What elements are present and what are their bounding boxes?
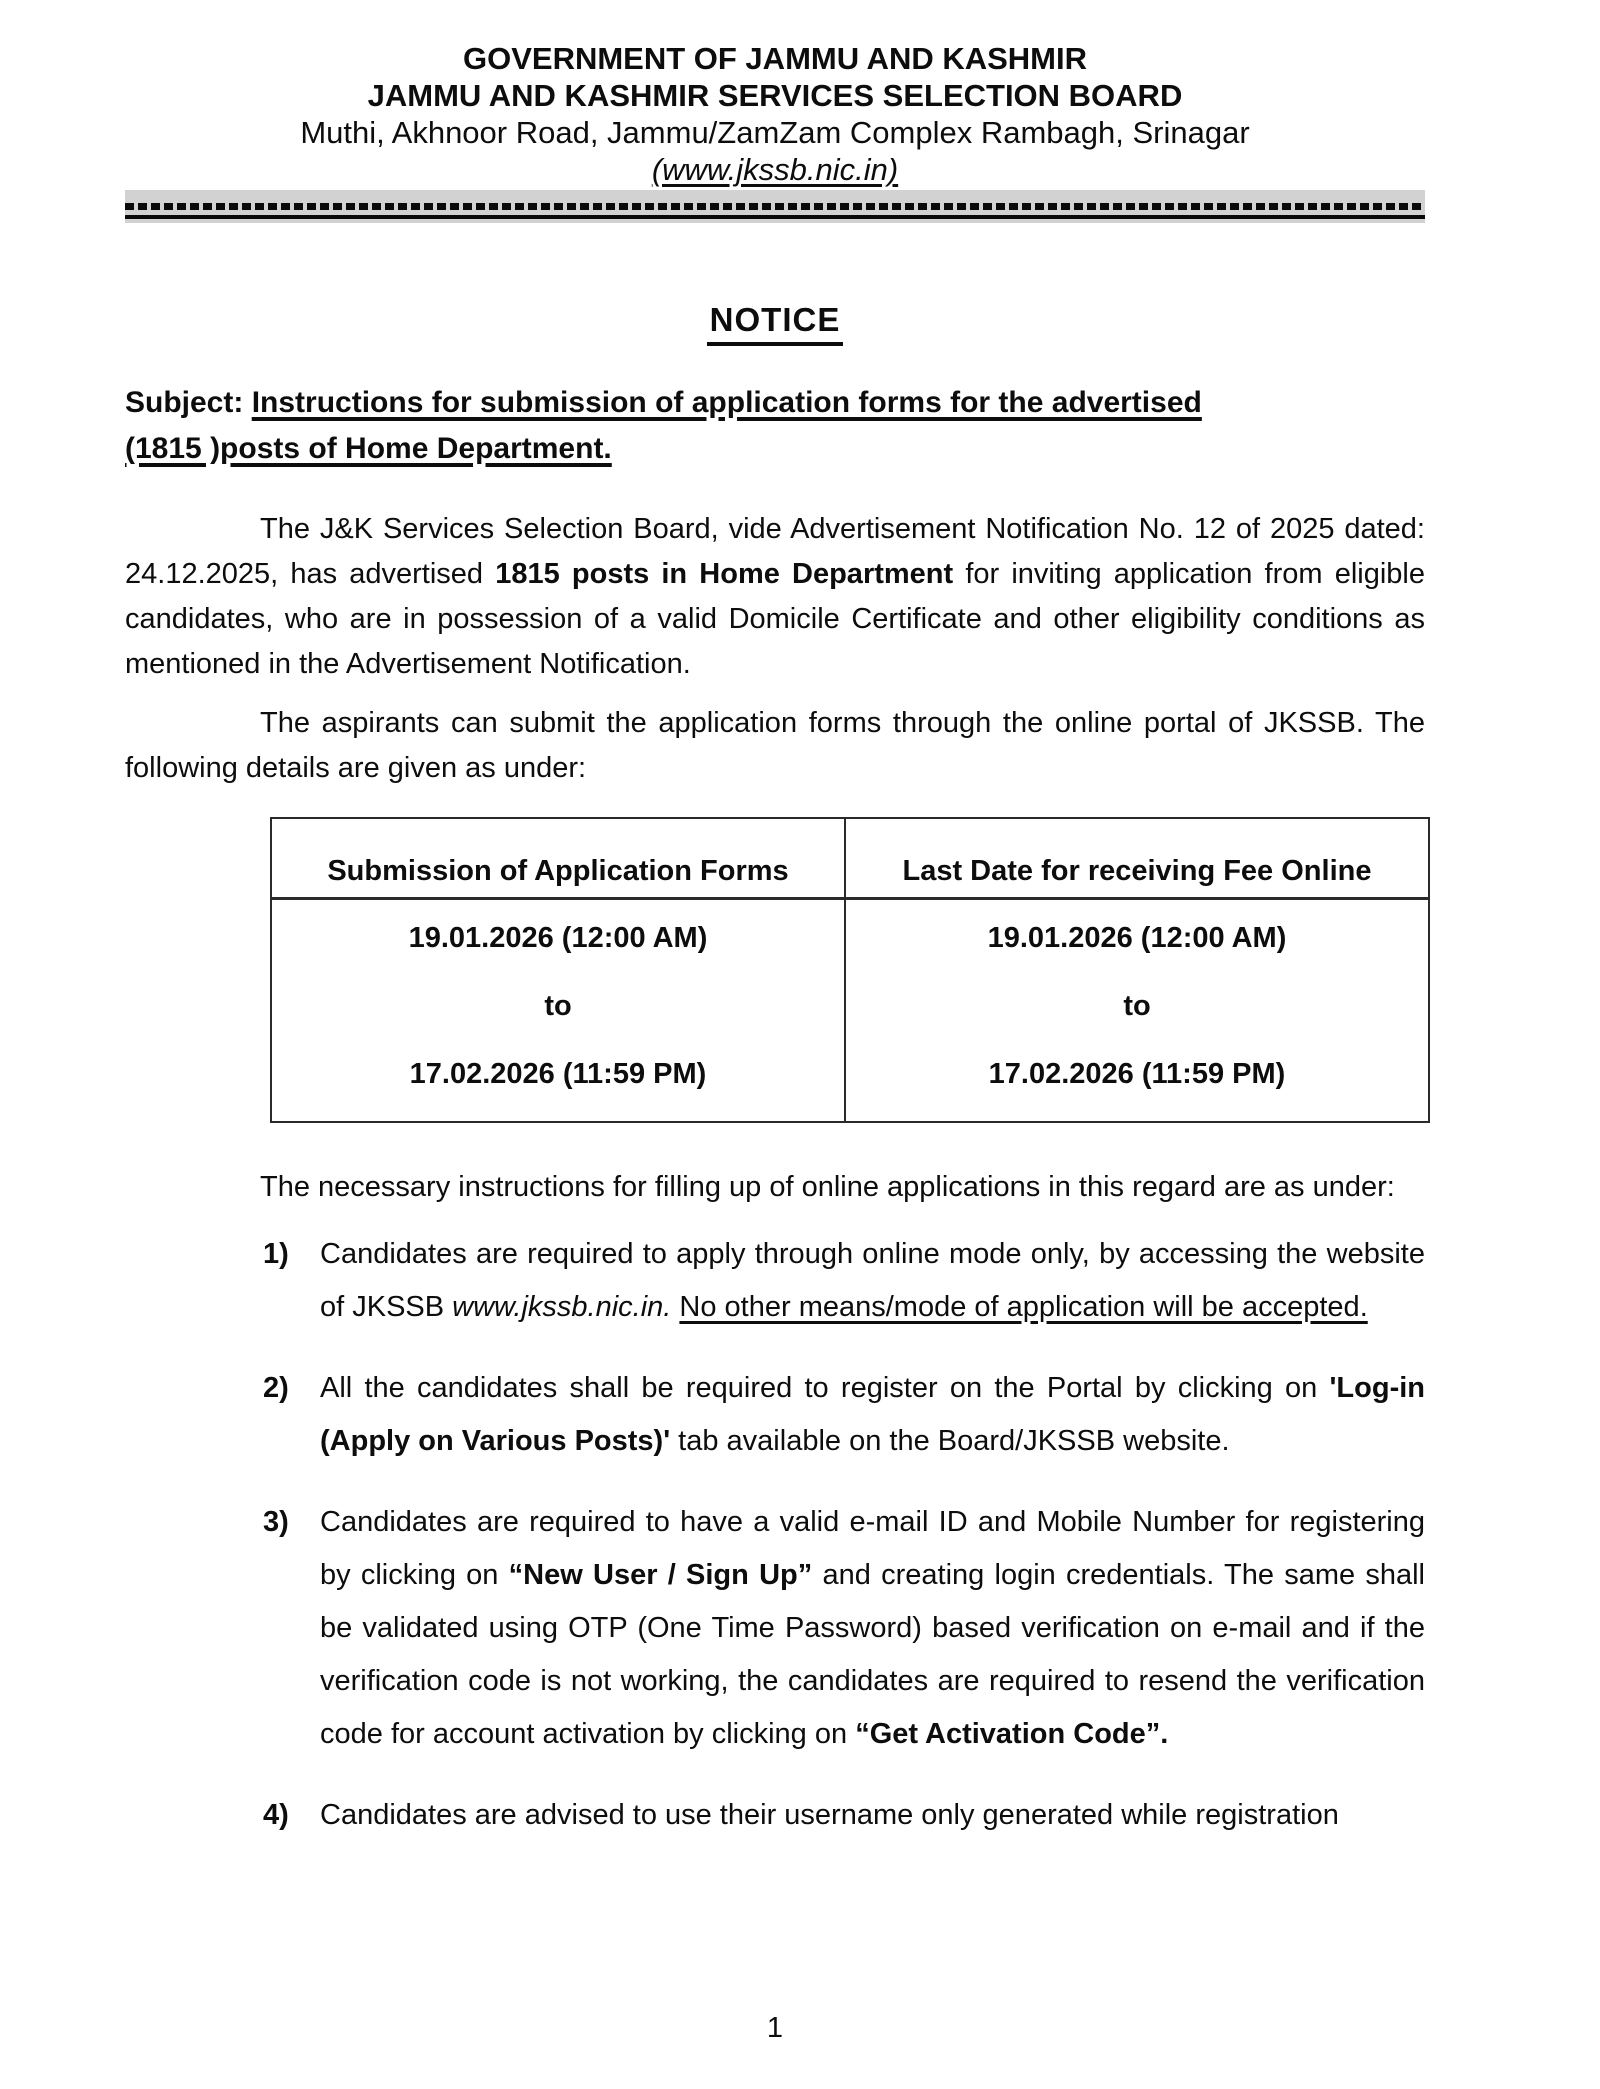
item-number: 4) (263, 1799, 289, 1831)
instruction-item-1 (125, 1228, 1425, 1334)
subject-block (125, 380, 1425, 472)
government-title: GOVERNMENT OF JAMMU AND KASHMIR (462, 41, 1087, 76)
website-line (125, 151, 1425, 188)
item-text: Candidates are required to have a valid e-mail ID and Mobile Number for registering by clicking on “New User / Sign Up” and creating login credentials. The same shall be validated using OTP (One Time Password) based verification on e-mail and if the verification code is not working, the candidates are required to resend the verification code for account activation by clicking on “Get Activation Code”. (320, 1506, 1425, 1750)
subject-label: Subject: (125, 386, 244, 419)
divider-rule (125, 215, 1425, 219)
document-header (125, 0, 1425, 188)
dates-table (270, 817, 1430, 1123)
item-number: 3) (263, 1506, 289, 1538)
subject-line-1: Instructions for submission of application forms for the advertised (251, 386, 1202, 419)
submission-dates-cell: 19.01.2026 (12:00 AM) to 17.02.2026 (11:59 PM) (271, 899, 845, 1123)
item-text: Candidates are required to apply through online mode only, by accessing the website of JKSSB www.jkssb.nic.in. No other means/mode of application will be accepted. (320, 1238, 1425, 1323)
instruction-item-3 (125, 1496, 1425, 1761)
instructions-list (125, 1228, 1425, 1842)
table-header-submission: Submission of Application Forms (271, 818, 845, 899)
item-number: 1) (263, 1238, 289, 1270)
subject-line-2: (1815 )posts of Home Department. (125, 432, 612, 465)
address-line: Muthi, Akhnoor Road, Jammu/ZamZam Complex Rambagh, Srinagar (300, 115, 1250, 150)
table-header-fee: Last Date for receiving Fee Online (845, 818, 1429, 899)
instruction-item-4 (125, 1789, 1425, 1842)
item-text: Candidates are advised to use their username only generated while registration (320, 1799, 1339, 1831)
dashed-line (125, 203, 1425, 210)
website-link[interactable]: (www.jkssb.nic.in) (651, 152, 899, 187)
section-divider (125, 190, 1425, 223)
document-content (125, 0, 1425, 1870)
notice-title: NOTICE (125, 301, 1425, 346)
item-text: All the candidates shall be required to register on the Portal by clicking on 'Log-in (Apply on Various Posts)' tab available on the Board/JKSSB website. (320, 1372, 1425, 1457)
intro-paragraph: The J&K Services Selection Board, vide Advertisement Notification No. 12 of 2025 dated: 24.12.2025, has advertised 1815 posts in Home Department for inviting application from eligible candidates, who are in possession of a valid Domicile Certificate and other eligibility conditions as mentioned in the Advertisement Notification. (125, 513, 1425, 680)
board-title: JAMMU AND KASHMIR SERVICES SELECTION BOARD (367, 78, 1183, 113)
fee-dates-cell: 19.01.2026 (12:00 AM) to 17.02.2026 (11:59 PM) (845, 899, 1429, 1123)
item-number: 2) (263, 1372, 289, 1404)
portal-paragraph: The aspirants can submit the application forms through the online portal of JKSSB. The following details are given as under: (125, 707, 1425, 784)
page-number: 1 (766, 2012, 784, 2044)
instructions-intro: The necessary instructions for filling up of online applications in this regard are as under: (260, 1171, 1395, 1203)
instruction-item-2 (125, 1362, 1425, 1468)
